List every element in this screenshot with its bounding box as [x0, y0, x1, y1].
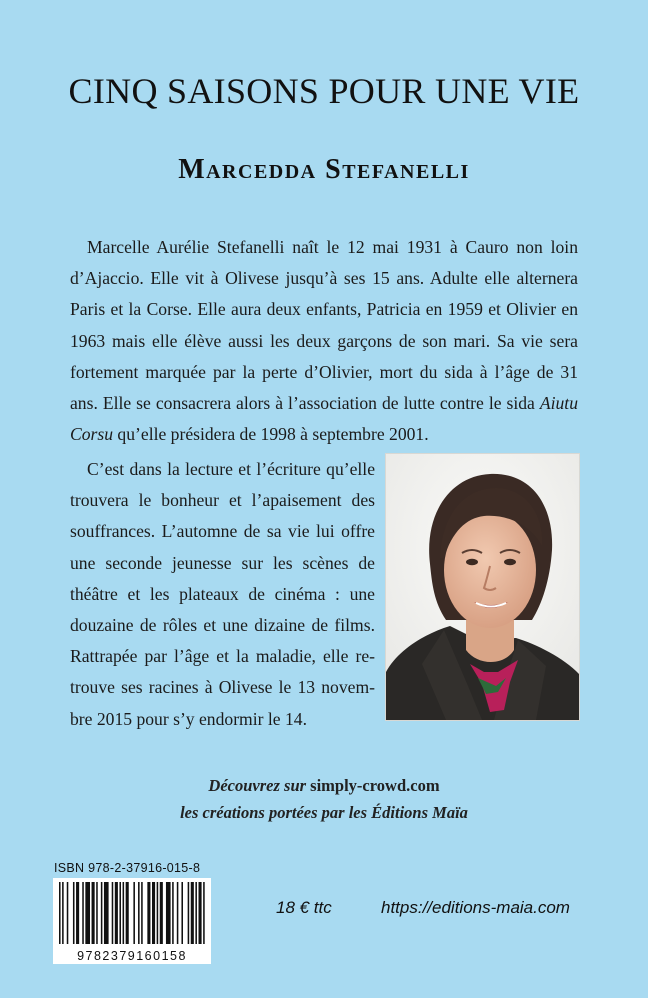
- barcode-bar: [181, 882, 183, 944]
- book-title: CINQ SAISONS POUR UNE VIE: [68, 71, 580, 111]
- barcode-bar: [157, 882, 159, 944]
- barcode-bar: [160, 882, 163, 944]
- barcode-bar: [126, 882, 129, 944]
- barcode-bar: [152, 882, 155, 944]
- author-photo: [386, 454, 579, 720]
- barcode-bar: [172, 882, 174, 944]
- promo-line-1: [0, 772, 648, 799]
- author-portrait-icon: [386, 454, 579, 720]
- price: 18 € ttc: [276, 898, 332, 917]
- barcode-bar: [195, 882, 197, 944]
- promo-site-link[interactable]: simply-crowd.com: [310, 776, 440, 795]
- barcode-bar: [101, 882, 103, 944]
- barcode-bar: [59, 882, 61, 944]
- isbn-label: ISBN 978-2-37916-015-8: [54, 861, 201, 875]
- barcode-bar: [188, 882, 190, 944]
- barcode-bar: [82, 882, 84, 944]
- promo-line-2: les créations portées par les Éditions Maïa: [180, 803, 468, 822]
- barcode-bar: [62, 882, 64, 944]
- barcode-bar: [133, 882, 135, 944]
- biography-text-part1: Marcelle Aurélie Stefanelli naît le 12 mai 1931 à Cauro non loin d’Ajaccio. Elle vit à Olivese jusqu’à ses 15 ans. Adulte elle alternera Paris et la Corse. Elle aura deux enfants, Patricia en 1959 et Olivier en 1963 mais elle élève aussi les deux garçons de son mari. Sa vie sera fortement marquée par la perte d’Olivier, mort du sida à l’âge de 31 ans. Elle se consacrera alors à l’association de lutte contre le sida: [70, 237, 578, 414]
- barcode-bar: [112, 882, 114, 944]
- barcode-bar: [199, 882, 202, 944]
- association-name: Aiutu Corsu: [70, 393, 578, 445]
- barcode-bar: [147, 882, 150, 944]
- barcode-bar: [177, 882, 179, 944]
- barcode-bar: [203, 882, 205, 944]
- author-name: Marcedda Stefanelli: [178, 154, 470, 185]
- barcode-bar: [166, 882, 171, 944]
- barcode-bar: [76, 882, 79, 944]
- barcode-bar: [119, 882, 121, 944]
- biography-text-part2: qu’elle présidera de 1998 à septembre 2001.: [113, 424, 429, 445]
- barcode-digits: 9782379160158: [77, 949, 187, 963]
- barcode-bar: [123, 882, 125, 944]
- isbn-barcode: [53, 878, 211, 964]
- barcode-bar: [67, 882, 69, 944]
- promo-prefix: Découvrez sur: [208, 776, 311, 795]
- barcode-bar: [73, 882, 75, 944]
- barcode-bar: [191, 882, 194, 944]
- barcode-bar: [115, 882, 118, 944]
- barcode-bar: [85, 882, 90, 944]
- barcode-bar: [104, 882, 109, 944]
- barcode-bars-icon: [57, 882, 207, 944]
- barcode-bar: [141, 882, 143, 944]
- barcode-bar: [96, 882, 98, 944]
- barcode-bar: [92, 882, 95, 944]
- publisher-website-link[interactable]: https://editions-maia.com: [381, 898, 570, 917]
- biography-paragraph-2: C’est dans la lecture et l’écriture qu’elle trouvera le bonheur et l’apaisement des souffrances. L’automne de sa vie lui offre une seconde jeunesse sur les scènes de théâtre et les plateaux de cinéma : une douzaine de rôles et une dizaine de films. Rattrapée par l’âge et la maladie, elle retrouve ses racines à Olivese le 13 novembre 2015 pour s’y endormir le 14.: [70, 459, 375, 729]
- promo-block: [0, 772, 648, 826]
- barcode-bar: [138, 882, 140, 944]
- biography-paragraph-1: [70, 232, 578, 450]
